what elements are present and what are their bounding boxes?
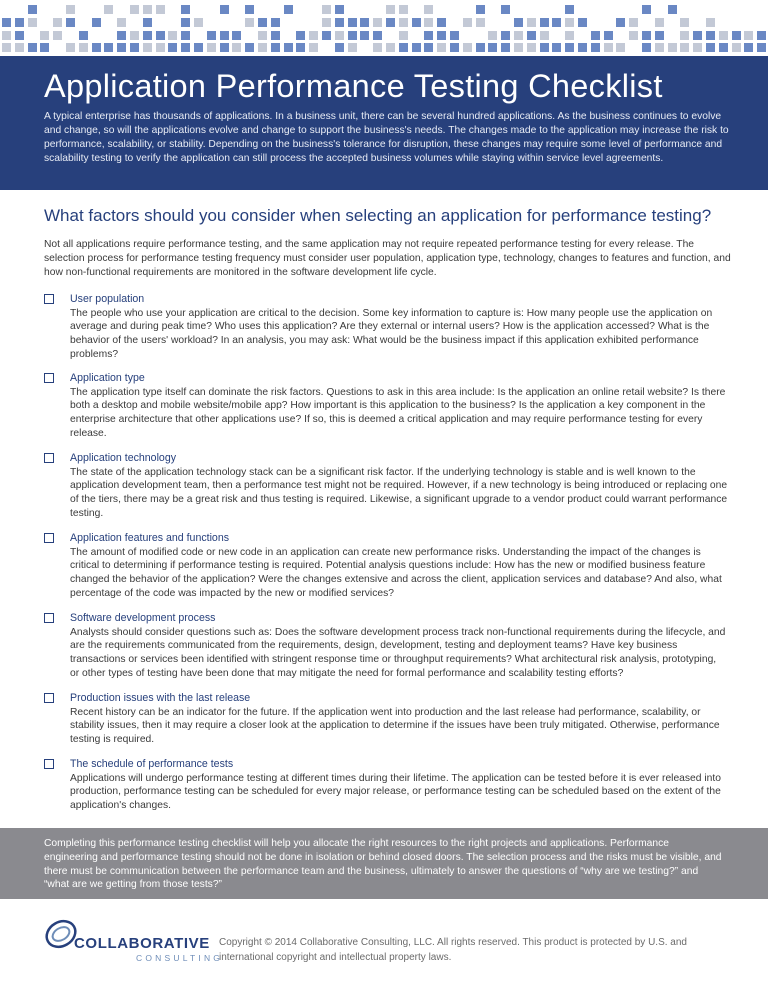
pattern-square (629, 18, 638, 27)
pattern-square (399, 18, 408, 27)
pattern-square (130, 5, 139, 14)
pattern-square (79, 43, 88, 52)
pattern-square (642, 31, 651, 40)
pattern-square (53, 31, 62, 40)
pattern-square (181, 43, 190, 52)
pattern-square (719, 31, 728, 40)
checkbox[interactable] (44, 533, 54, 543)
pattern-square (744, 43, 753, 52)
pattern-square (424, 5, 433, 14)
pattern-square (501, 5, 510, 14)
pattern-square (476, 18, 485, 27)
pattern-square (437, 18, 446, 27)
pattern-square (501, 31, 510, 40)
pattern-square (424, 31, 433, 40)
pattern-square (92, 18, 101, 27)
pattern-square (732, 31, 741, 40)
pattern-square (629, 31, 638, 40)
closing-paragraph: Completing this performance testing checklist will help you allocate the right resources to the right projects and applications. Performance engineering and performance testing should not be done in isolation or behind closed doors. The selection process and the risks must be visible, and there must be communication between the performance team and the business, ultimately to answer the questions of “why are we testing?” and “what are we getting from those tests?” (44, 838, 722, 891)
pattern-square (2, 18, 11, 27)
pattern-square (591, 43, 600, 52)
pattern-square (386, 5, 395, 14)
pattern-square (514, 31, 523, 40)
pattern-square (757, 43, 766, 52)
pattern-square (412, 43, 421, 52)
pattern-square (258, 18, 267, 27)
pattern-square (143, 43, 152, 52)
pattern-square (143, 5, 152, 14)
header-banner (0, 56, 768, 190)
pattern-square (706, 43, 715, 52)
pattern-square (744, 31, 753, 40)
pattern-square (424, 18, 433, 27)
pattern-square (40, 31, 49, 40)
pattern-square (540, 31, 549, 40)
pattern-square (578, 18, 587, 27)
pattern-square (604, 43, 613, 52)
pattern-square (540, 43, 549, 52)
checkbox[interactable] (44, 453, 54, 463)
pattern-square (143, 31, 152, 40)
pattern-square (156, 5, 165, 14)
pattern-square (130, 31, 139, 40)
pattern-square (245, 18, 254, 27)
pattern-square (117, 31, 126, 40)
checklist-item-title: The schedule of performance tests (70, 758, 234, 770)
pattern-square (104, 43, 113, 52)
pattern-square (732, 43, 741, 52)
pattern-square (28, 43, 37, 52)
pattern-square (143, 18, 152, 27)
pattern-square (322, 31, 331, 40)
pattern-square (117, 18, 126, 27)
logo-wordmark-secondary: CONSULTING (136, 953, 224, 963)
pattern-square (2, 43, 11, 52)
pattern-square (168, 43, 177, 52)
pattern-square (220, 31, 229, 40)
pattern-square (53, 18, 62, 27)
pattern-square (271, 31, 280, 40)
copyright-notice: Copyright © 2014 Collaborative Consulting, LLC. All rights reserved. This product is protected by U.S. and international copyright and intellectual property laws. (219, 937, 687, 963)
closing-band (0, 828, 768, 899)
checklist-item-text: Analysts should consider questions such as: Does the software development process track non-functional requirements during the lifecycle, and are the requirements communicated from the requirements, design, development, testing and deployment teams? Have key business transactions or services been identified with stringent response time or throughput requirements? What architectural risk analysis, prototyping, or other types of testing have been done that may mitigate the need for formal performance and scalability testing efforts? (70, 626, 726, 679)
pattern-square (616, 18, 625, 27)
pattern-square (527, 43, 536, 52)
pattern-square (719, 43, 728, 52)
pattern-square (309, 31, 318, 40)
pattern-square (514, 18, 523, 27)
pattern-square (693, 31, 702, 40)
pattern-square (386, 43, 395, 52)
pattern-square (360, 18, 369, 27)
pattern-square (757, 31, 766, 40)
pattern-square (373, 31, 382, 40)
pattern-square (335, 43, 344, 52)
pattern-square (565, 5, 574, 14)
pattern-square (245, 5, 254, 14)
pattern-square (527, 31, 536, 40)
pattern-square (232, 31, 241, 40)
checkbox[interactable] (44, 613, 54, 623)
pattern-square (220, 5, 229, 14)
pattern-square (680, 31, 689, 40)
pattern-square (514, 43, 523, 52)
pattern-square (181, 31, 190, 40)
pattern-square (552, 18, 561, 27)
pattern-square (501, 43, 510, 52)
pattern-square (680, 18, 689, 27)
pattern-square (527, 18, 536, 27)
pattern-square (348, 18, 357, 27)
pattern-square (335, 31, 344, 40)
pattern-square (117, 43, 126, 52)
pattern-square (373, 43, 382, 52)
pattern-square (463, 18, 472, 27)
pattern-square (348, 31, 357, 40)
pattern-square (642, 5, 651, 14)
pattern-square (360, 31, 369, 40)
pattern-square (591, 31, 600, 40)
pattern-square (565, 31, 574, 40)
header-square-pattern (0, 0, 768, 56)
pattern-square (322, 5, 331, 14)
pattern-square (284, 5, 293, 14)
pattern-square (284, 43, 293, 52)
pattern-square (15, 43, 24, 52)
pattern-square (258, 43, 267, 52)
pattern-square (399, 5, 408, 14)
checkbox[interactable] (44, 373, 54, 383)
pattern-square (578, 43, 587, 52)
pattern-square (156, 43, 165, 52)
pattern-square (28, 18, 37, 27)
lead-paragraph: A typical enterprise has thousands of applications. In a business unit, there can be several hundred applications. As the business continues to evolve and change, so will the applications evolve and change to support the business's needs. The changes made to the application may increase the risk to performance, scalability, or stability. Depending on the business's tolerance for disruption, these changes may require some level of performance and scalability testing to verify the application can still process the accepted business volumes while staying within service level agreements. (44, 111, 729, 164)
pattern-square (348, 43, 357, 52)
checklist-item-text: The amount of modified code or new code in an application can create new performance risks. Understanding the impact of the changes is critical to determining if performance testing is required. Potential analysis questions include: How has the new or modified business feature changed the behavior of the application? Were the changes extensive and across the client, application services and database? And also, what percentage of the code was impacted by the new or modified services? (70, 546, 722, 599)
pattern-square (399, 43, 408, 52)
checklist-item-text: The application type itself can dominate the risk factors. Questions to ask in this area include: Is the application an online retail website? Is there both a desktop and mobile website/mobile app? How important is this application to the business? Is the application a key component in the enterprise architecture that other applications use? If so, this is deemed a critical application and may require performance testing for every release. (70, 386, 726, 439)
pattern-square (424, 43, 433, 52)
logo-swoosh-icon (44, 914, 78, 952)
pattern-square (642, 43, 651, 52)
pattern-square (322, 18, 331, 27)
pattern-square (476, 5, 485, 14)
pattern-square (232, 43, 241, 52)
pattern-square (335, 5, 344, 14)
checkbox[interactable] (44, 294, 54, 304)
pattern-square (399, 31, 408, 40)
pattern-square (181, 5, 190, 14)
pattern-square (79, 31, 88, 40)
pattern-square (680, 43, 689, 52)
checklist-item-title: Application technology (70, 452, 177, 464)
pattern-square (28, 5, 37, 14)
pattern-square (412, 18, 421, 27)
pattern-square (565, 43, 574, 52)
intro-paragraph: Not all applications require performance testing, and the same application may not require repeated performance testing for every release. The selection process for performance testing frequency must consider user population, application type, technology, changes to features and function, and how non-functional requirements are monitored in the software development life cycle. (44, 239, 731, 278)
pattern-square (296, 43, 305, 52)
pattern-square (207, 43, 216, 52)
pattern-square (668, 43, 677, 52)
pattern-square (335, 18, 344, 27)
pattern-square (373, 18, 382, 27)
pattern-square (488, 43, 497, 52)
pattern-square (706, 31, 715, 40)
pattern-square (706, 18, 715, 27)
pattern-square (271, 43, 280, 52)
checklist-item-text: The state of the application technology stack can be a significant risk factor. If the underlying technology is stable and is well known to the application development team, then a performance test might not be required. However, if a new technology is being introduced or replacing one of the tiers, there may be a great risk and thus testing is required. Likewise, a significant upgrade to a vendor product could warrant performance testing. (70, 466, 728, 519)
pattern-square (40, 43, 49, 52)
pattern-square (66, 43, 75, 52)
pattern-square (488, 31, 497, 40)
pattern-square (655, 18, 664, 27)
pattern-square (552, 43, 561, 52)
pattern-square (450, 43, 459, 52)
logo-wordmark-primary: COLLABORATIVE (74, 935, 210, 952)
checkbox[interactable] (44, 759, 54, 769)
pattern-square (271, 18, 280, 27)
pattern-square (437, 31, 446, 40)
pattern-square (220, 43, 229, 52)
pattern-square (181, 18, 190, 27)
page-title: Application Performance Testing Checklist (44, 68, 663, 104)
pattern-square (604, 31, 613, 40)
pattern-square (616, 43, 625, 52)
checklist-item-title: Application type (70, 372, 145, 384)
pattern-square (476, 43, 485, 52)
section-question: What factors should you consider when selecting an application for performance testing? (44, 206, 712, 225)
pattern-square (66, 5, 75, 14)
pattern-square (194, 18, 203, 27)
checklist-item-title: Application features and functions (70, 532, 230, 544)
checklist-item-title: Software development process (70, 612, 216, 624)
pattern-square (168, 31, 177, 40)
pattern-square (309, 43, 318, 52)
pattern-square (245, 43, 254, 52)
checklist-item-title: User population (70, 293, 145, 305)
pattern-square (66, 18, 75, 27)
pattern-square (15, 18, 24, 27)
pattern-square (15, 31, 24, 40)
pattern-square (194, 43, 203, 52)
pattern-square (693, 43, 702, 52)
pattern-square (130, 43, 139, 52)
pattern-square (258, 31, 267, 40)
pattern-square (463, 43, 472, 52)
company-logo (44, 914, 224, 966)
pattern-square (386, 18, 395, 27)
pattern-square (437, 43, 446, 52)
pattern-square (296, 31, 305, 40)
pattern-square (565, 18, 574, 27)
pattern-square (540, 18, 549, 27)
pattern-square (655, 31, 664, 40)
pattern-square (207, 31, 216, 40)
pattern-square (104, 5, 113, 14)
pattern-square (156, 31, 165, 40)
pattern-square (668, 5, 677, 14)
pattern-square (655, 43, 664, 52)
pattern-square (450, 31, 459, 40)
pattern-square (92, 43, 101, 52)
pattern-square (2, 31, 11, 40)
checklist-item-title: Production issues with the last release (70, 692, 251, 704)
checklist-item-text: Applications will undergo performance testing at different times during their lifetime. The application can be tested before it is ever released into production, performance testing can be scheduled for every major release, or performance testing can be scheduled based on the extent of the application's changes. (70, 772, 721, 812)
checkbox[interactable] (44, 693, 54, 703)
checklist-item-text: Recent history can be an indicator for the future. If the application went into production and the last release had performance, scalability, or stability issues, then it may require a closer look at the application to determine if the issues have been truly mitigated. Otherwise, performance testing is required. (70, 706, 720, 746)
checklist-item-text: The people who use your application are critical to the decision. Some key information to capture is: How many people use the application on average and during peak time? Who uses this application? Are they external or internal users? How is the application accessed? What is the behavior of the users' workload? In an analysis, you may ask: What would be the business impact if this application exhibited performance problems? (70, 307, 713, 360)
